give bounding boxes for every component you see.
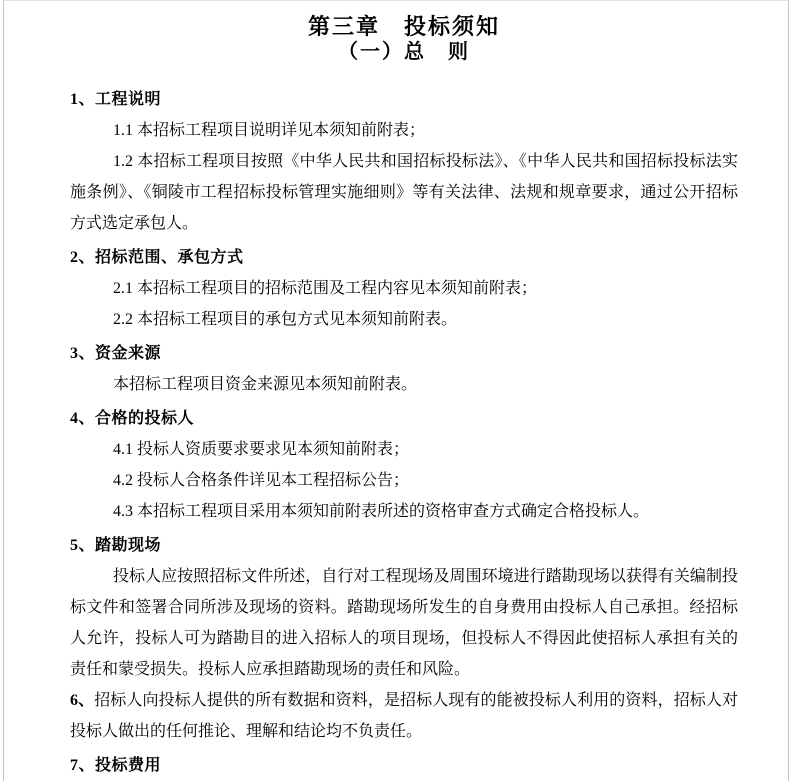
section-heading-7: 7、投标费用 [70,757,162,774]
paragraph-4-1: 4.1 投标人资质要求要求见本须知前附表； [113,441,410,458]
section-heading-4: 4、合格的投标人 [70,410,195,427]
section-heading-5: 5、踏勘现场 [70,537,162,554]
document-content [4,1,788,781]
paragraph-6 [70,685,738,747]
document-subtitle: （一）总 则 [338,41,470,63]
paragraph-6-text: 招标人向投标人提供的所有数据和资料，是招标人现有的能被投标人利用的资料，招标人对投标人做出的任何推论、理解和结论均不负责任。 [70,692,738,740]
paragraph-3-body: 本招标工程项目资金来源见本须知前附表。 [113,376,418,393]
document-title: 第三章 投标须知 [307,14,500,39]
document-page [3,0,789,781]
section-heading-3: 3、资金来源 [70,345,162,362]
paragraph-4-3: 4.3 本招标工程项目采用本须知前附表所述的资格审查方式确定合格投标人。 [113,503,650,520]
paragraph-2-2: 2.2 本招标工程项目的承包方式见本须知前附表。 [113,311,458,328]
paragraph-4-2: 4.2 投标人合格条件详见本工程招标公告； [113,472,410,489]
section-heading-2: 2、招标范围、承包方式 [70,249,244,266]
paragraph-1-1: 1.1 本招标工程项目说明详见本须知前附表； [113,122,426,139]
document-body [70,84,738,781]
section-heading-1: 1、工程说明 [70,91,162,108]
paragraph-1-2: 1.2 本招标工程项目按照《中华人民共和国招标投标法》、《中华人民共和国招标投标法实施条例》、《铜陵市工程招标投标管理实施细则》等有关法律、法规和规章要求，通过公开招标方式选定承包人。 [70,153,738,232]
paragraph-2-1: 2.1 本招标工程项目的招标范围及工程内容见本须知前附表； [113,280,538,297]
paragraph-5-body: 投标人应按照招标文件所述，自行对工程现场及周围环境进行踏勘现场以获得有关编制投标文件和签署合同所涉及现场的资料。踏勘现场所发生的自身费用由投标人自己承担。经招标人允许，投标人可为踏勘目的进入招标人的项目现场，但投标人不得因此使招标人承担有关的责任和蒙受损失。投标人应承担踏勘现场的责任和风险。 [70,568,738,678]
paragraph-6-number: 6、 [70,692,95,709]
